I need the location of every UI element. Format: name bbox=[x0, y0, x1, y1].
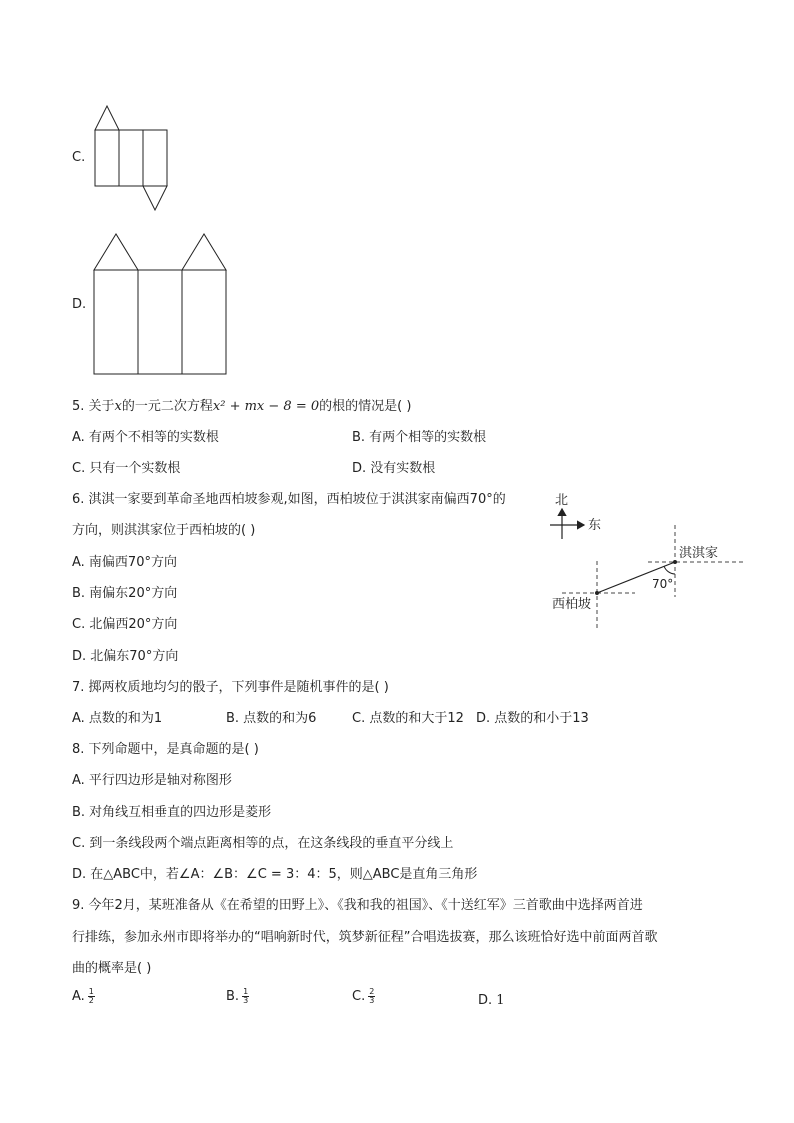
q5-option-b: B. 有两个相等的实数根 bbox=[352, 430, 487, 445]
q7-option-c: C. 点数的和大于12 bbox=[352, 711, 464, 726]
net-d-right-triangle bbox=[182, 234, 226, 270]
q5-option-a: A. 有两个不相等的实数根 bbox=[72, 430, 219, 445]
q5-var: x bbox=[114, 399, 122, 414]
net-c-rect-1 bbox=[95, 130, 119, 186]
home-point bbox=[673, 560, 677, 564]
q9-option-b-fraction bbox=[242, 988, 249, 1005]
north-label: 北 bbox=[555, 493, 569, 508]
angle-label: 70° bbox=[652, 577, 674, 591]
fraction-numerator: 1 bbox=[243, 987, 249, 996]
fraction-numerator: 1 bbox=[88, 987, 94, 996]
q8-option-d: D. 在△ABC中，若∠A：∠B：∠C = 3：4：5，则△ABC是直角三角形 bbox=[72, 867, 478, 882]
q5-option-d: D. 没有实数根 bbox=[352, 461, 436, 476]
q6-option-c: C. 北偏西20°方向 bbox=[72, 617, 178, 632]
fraction-numerator: 2 bbox=[369, 987, 375, 996]
q9-option-a bbox=[72, 988, 95, 1005]
q9-stem-line-2: 行排练，参加永州市即将举办的“唱响新时代，筑梦新征程”合唱选拔赛，那么该班恰好选中前面两首歌 bbox=[72, 930, 658, 945]
q9-option-a-label: A. bbox=[72, 989, 85, 1004]
net-d-rect-3 bbox=[182, 270, 226, 374]
direction-diagram bbox=[540, 485, 780, 635]
fraction-denominator: 2 bbox=[88, 996, 94, 1005]
site-point bbox=[595, 591, 599, 595]
option-d-label: D. bbox=[72, 297, 87, 312]
net-figure-d bbox=[90, 230, 232, 378]
east-label: 东 bbox=[588, 518, 602, 533]
q5-equation: x² + mx − 8 = 0 bbox=[212, 399, 320, 414]
q8-option-c: C. 到一条线段两个端点距离相等的点，在这条线段的垂直平分线上 bbox=[72, 836, 454, 851]
q7-option-a: A. 点数的和为1 bbox=[72, 711, 163, 726]
net-c-bottom-triangle bbox=[143, 186, 167, 210]
site-label: 西柏坡 bbox=[552, 597, 592, 612]
q6-stem-line-2: 方向，则淇淇家位于西柏坡的( ) bbox=[72, 523, 256, 538]
q7-stem: 7. 掷两枚质地均匀的骰子，下列事件是随机事件的是( ) bbox=[72, 680, 389, 695]
net-d-rect-2 bbox=[138, 270, 182, 374]
q9-option-a-fraction bbox=[88, 988, 95, 1005]
q5-middle: 的一元二次方程 bbox=[121, 399, 213, 414]
question-5-stem bbox=[72, 395, 411, 414]
option-c-label: C. bbox=[72, 150, 86, 165]
q9-option-c-fraction bbox=[368, 988, 375, 1005]
q7-option-b: B. 点数的和为6 bbox=[226, 711, 317, 726]
q6-option-b: B. 南偏东20°方向 bbox=[72, 586, 178, 601]
net-d-left-triangle bbox=[94, 234, 138, 270]
q9-option-c-label: C. bbox=[352, 989, 366, 1004]
net-c-rect-2 bbox=[119, 130, 143, 186]
q9-option-d-label: D. bbox=[478, 993, 493, 1008]
q9-option-d-value: 1 bbox=[496, 993, 505, 1008]
q9-option-b-label: B. bbox=[226, 989, 240, 1004]
q5-option-c: C. 只有一个实数根 bbox=[72, 461, 181, 476]
net-figure-c bbox=[90, 100, 180, 215]
q6-option-a: A. 南偏西70°方向 bbox=[72, 555, 177, 570]
q8-stem: 8. 下列命题中，是真命题的是( ) bbox=[72, 742, 259, 757]
q6-stem-line-1: 6. 淇淇一家要到革命圣地西柏坡参观,如图，西柏坡位于淇淇家南偏西70°的 bbox=[72, 492, 506, 507]
net-d-rect-1 bbox=[94, 270, 138, 374]
fraction-denominator: 3 bbox=[243, 996, 249, 1005]
q9-stem-line-3: 曲的概率是( ) bbox=[72, 961, 152, 976]
q6-option-d: D. 北偏东70°方向 bbox=[72, 649, 179, 664]
q9-option-d bbox=[478, 993, 505, 1008]
q5-suffix: 的根的情况是( ) bbox=[319, 399, 412, 414]
q9-stem-line-1: 9. 今年2月，某班准备从《在希望的田野上》、《我和我的祖国》、《十送红军》三首歌曲中选择两首进 bbox=[72, 898, 643, 913]
q8-option-a: A. 平行四边形是轴对称图形 bbox=[72, 773, 232, 788]
home-label: 淇淇家 bbox=[679, 546, 719, 561]
q7-option-d: D. 点数的和小于13 bbox=[476, 711, 589, 726]
q9-option-b bbox=[226, 988, 249, 1005]
net-c-top-triangle bbox=[95, 106, 119, 130]
q9-option-c bbox=[352, 988, 375, 1005]
fraction-denominator: 3 bbox=[369, 996, 375, 1005]
net-c-rect-3 bbox=[143, 130, 167, 186]
q8-option-b: B. 对角线互相垂直的四边形是菱形 bbox=[72, 805, 272, 820]
q5-prefix: 5. 关于 bbox=[72, 399, 115, 414]
angle-arc bbox=[664, 566, 675, 574]
